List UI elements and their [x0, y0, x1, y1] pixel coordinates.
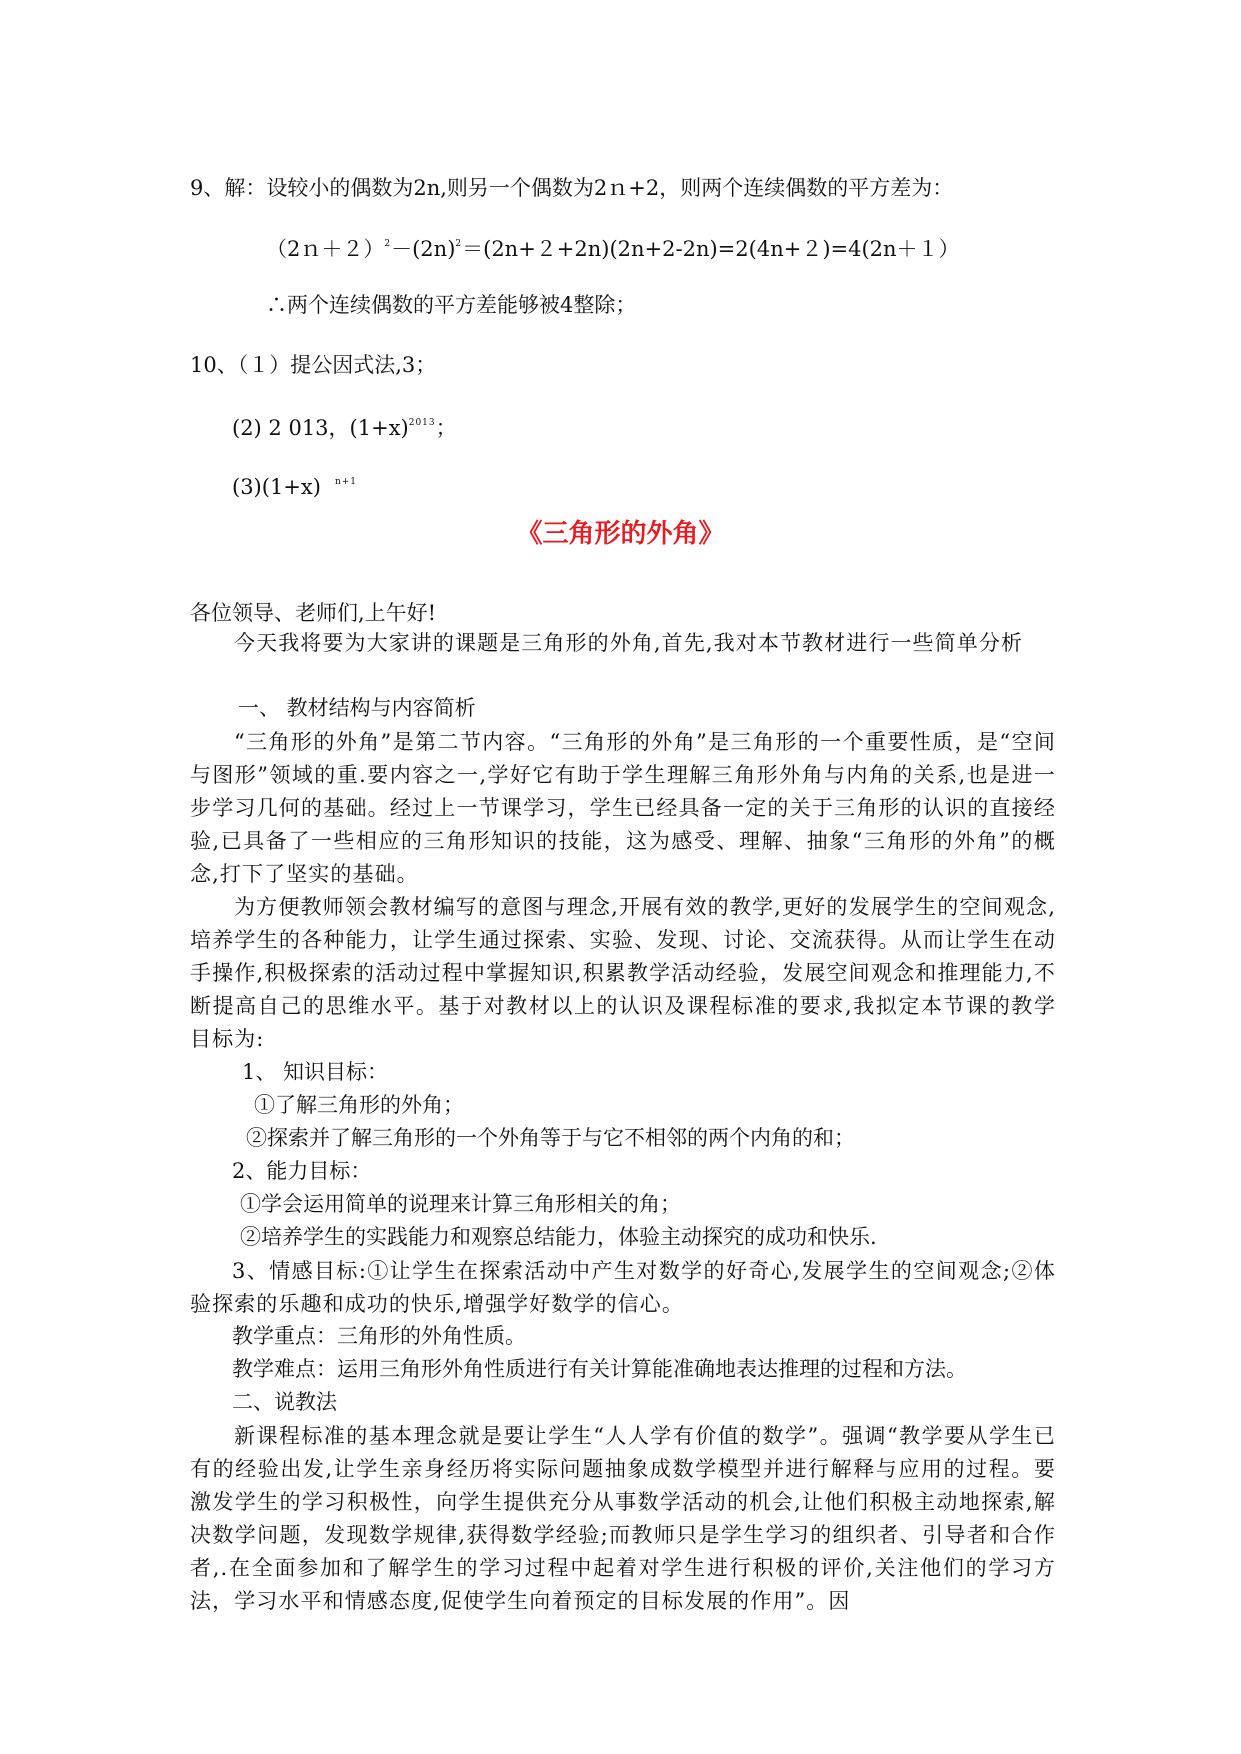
- textbook-analysis-paragraph: “三角形的外角”是第二节内容。“三角形的外角”是三角形的一个重要性质，是“空间与图形”领域的重.要内容之一,学好它有助于学生理解三角形外角与内角的关系,也是进一步学习几何的基础。经过上一节课学习，学生已经具备一定的关于三角形的认识的直接经验,已具备了一些相应的三角形知识的技能，这为感受、理解、抽象“三角形的外角”的概念,打下了坚实的基础。: [190, 730, 1056, 886]
- exponent: 2: [384, 239, 392, 249]
- equation-part: （2ｎ＋２）: [266, 237, 385, 261]
- goal-knowledge-item-1: ①了解三角形的外角；: [254, 1093, 464, 1117]
- section-heading-2: 二、说教法: [232, 1390, 337, 1414]
- goal-ability-item-2: ②培养学生的实践能力和观察总结能力，体验主动探究的成功和快乐.: [240, 1225, 877, 1249]
- teaching-method-paragraph: 新课程标准的基本理念就是要让学生“人人学有价值的数学”。强调“教学要从学生已有的经验出发,让学生亲身经历将实际问题抽象成数学模型并进行解释与应用的过程。要激发学生的学习积极性，向学生提供充分从事数学活动的机会,让他们积极主动地探索,解决数学问题，发现数学规律,获得数学经验;而教师只是学生学习的组织者、引导者和合作者,.在全面参加和了解学生的学习过程中起着对学生进行积极的评价,关注他们的学习方法，学习水平和情感态度,促使学生向着预定的目标发展的作用”。因: [190, 1424, 1056, 1613]
- goal-knowledge-item-2: ②探索并了解三角形的一个外角等于与它不相邻的两个内角的和；: [246, 1126, 855, 1150]
- intro-paragraph: 今天我将要为大家讲的课题是三角形的外角,首先,我对本节教材进行一些简单分析: [234, 631, 1024, 655]
- answer-9-conclusion: ∴两个连续偶数的平方差能够被4整除；: [266, 293, 637, 317]
- exponent: 2013: [408, 418, 436, 428]
- greeting: 各位领导、老师们,上午好!: [190, 601, 437, 625]
- teaching-difficulty: 教学难点：运用三角形外角性质进行有关计算能准确地表达推理的过程和方法。: [232, 1357, 967, 1381]
- equation-part: ＝(2n+２+2n)(2n+2-2n)=2(4n+２)=4(2n＋１）: [462, 237, 960, 261]
- answer-9-heading: 9、解：设较小的偶数为2n,则另一个偶数为2ｎ+2，则两个连续偶数的平方差为：: [190, 176, 954, 200]
- answer-10-part-1: 10、（１）提公因式法,3；: [190, 353, 437, 377]
- exponent: n+1: [334, 477, 358, 487]
- goal-ability: 2、能力目标：: [232, 1159, 372, 1183]
- section-heading-1: 一、 教材结构与内容简析: [238, 696, 476, 720]
- goal-ability-item-1: ①学会运用简单的说理来计算三角形相关的角；: [240, 1192, 681, 1216]
- answer-text: (2) 2 013，(1+x): [232, 416, 409, 440]
- answer-9-equation: [266, 229, 960, 264]
- answer-text: (3)(1+x): [232, 475, 321, 499]
- teaching-focus: 教学重点：三角形的外角性质。: [232, 1324, 526, 1348]
- teaching-goals-paragraph: 为方便教师领会教材编写的意图与理念,开展有效的教学,更好的发展学生的空间观念,培养学生的各种能力，让学生通过探索、实验、发现、讨论、交流获得。从而让学生在动手操作,积极探索的活动过程中掌握知识,积累教学活动经验，发展空间观念和推理能力,不断提高自己的思维水平。基于对教材以上的认识及课程标准的要求,我拟定本节课的教学目标为:: [190, 895, 1056, 1051]
- answer-10-part-3: [232, 467, 357, 502]
- equation-part: －(2n): [391, 237, 456, 261]
- lesson-title: 《三角形的外角》: [516, 519, 725, 549]
- goal-emotion: 3、情感目标:①让学生在探索活动中产生对数学的好奇心,发展学生的空间观念;②体验探索的乐趣和成功的快乐,增强学好数学的信心。: [190, 1259, 1056, 1316]
- goal-knowledge: 1、 知识目标：: [242, 1060, 389, 1084]
- answer-10-part-2: [232, 408, 457, 443]
- answer-text: ；: [435, 416, 457, 440]
- exponent: 2: [455, 239, 463, 249]
